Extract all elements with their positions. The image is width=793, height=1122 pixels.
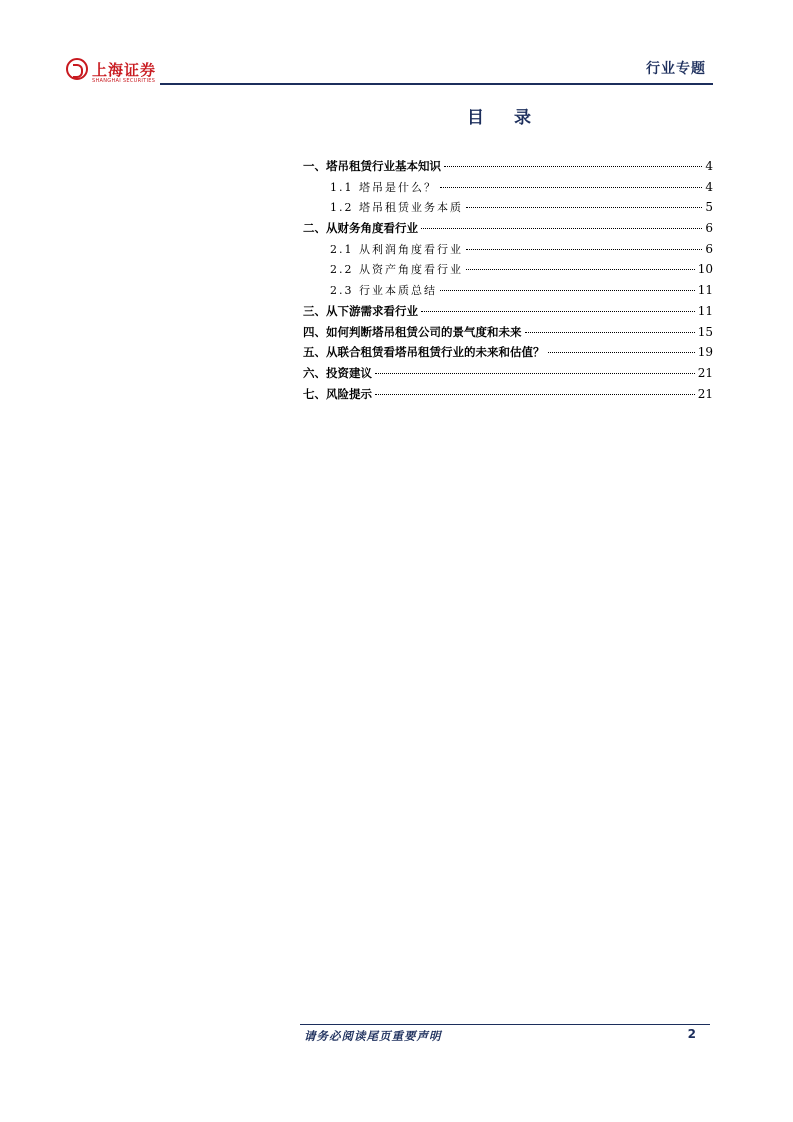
toc-entry-label: 2.2 从资产角度看行业 (330, 263, 463, 277)
toc-leader-dots (421, 228, 702, 229)
toc-entry-page: 19 (697, 345, 713, 360)
toc-entry[interactable] (303, 220, 713, 241)
toc-entry-page: 21 (697, 365, 713, 380)
toc-entry-page: 6 (705, 221, 713, 236)
toc-entry[interactable] (303, 261, 713, 282)
toc-entry-label: 六、投资建议 (303, 365, 372, 380)
toc-title: 目 录 (467, 108, 543, 128)
toc-leader-dots (466, 207, 702, 208)
toc-leader-dots (375, 373, 695, 374)
toc-entry-page: 11 (697, 303, 713, 318)
header-divider (160, 83, 713, 85)
logo-mark-icon (66, 58, 88, 80)
logo-subtext: SHANGHAI SECURITIES (92, 78, 156, 84)
toc-entry-label: 三、从下游需求看行业 (303, 303, 418, 318)
toc-leader-dots (375, 394, 695, 395)
toc-entry-label: 二、从财务角度看行业 (303, 221, 418, 236)
toc-entry[interactable] (303, 365, 713, 386)
company-logo (66, 58, 166, 88)
toc-entry-label: 一、塔吊租赁行业基本知识 (303, 159, 441, 173)
toc-entry[interactable] (303, 324, 713, 345)
toc-leader-dots (440, 187, 702, 188)
toc-entry-label: 2.3 行业本质总结 (330, 284, 437, 298)
toc-entry[interactable] (303, 282, 713, 303)
toc-entry-page: 15 (697, 324, 713, 339)
toc-entry-label: 五、从联合租赁看塔吊租赁行业的未来和估值？ (303, 345, 545, 360)
toc-entry-page: 6 (705, 241, 713, 256)
toc-entry-label: 1.2 塔吊租赁业务本质 (330, 201, 463, 215)
footer-divider (300, 1024, 710, 1025)
toc-leader-dots (444, 166, 702, 167)
toc-leader-dots (466, 249, 702, 250)
table-of-contents (303, 158, 713, 406)
toc-leader-dots (421, 311, 695, 312)
toc-entry[interactable] (303, 179, 713, 200)
toc-entry-label: 2.1 从利润角度看行业 (330, 242, 463, 256)
toc-entry[interactable] (303, 241, 713, 262)
toc-entry-page: 4 (705, 159, 713, 173)
page-number: 2 (687, 1027, 696, 1041)
toc-entry-label: 四、如何判断塔吊租赁公司的景气度和未来 (303, 324, 522, 339)
toc-leader-dots (466, 269, 695, 270)
toc-entry-page: 21 (697, 386, 713, 401)
toc-entry-page: 10 (697, 262, 713, 277)
toc-entry[interactable] (303, 158, 713, 179)
toc-leader-dots (525, 332, 695, 333)
document-type-label: 行业专题 (646, 61, 706, 77)
toc-entry[interactable] (303, 386, 713, 407)
toc-entry-page: 5 (705, 200, 713, 215)
toc-entry[interactable] (303, 303, 713, 324)
toc-leader-dots (548, 352, 695, 353)
toc-leader-dots (440, 290, 695, 291)
toc-entry-page: 11 (697, 283, 713, 298)
toc-entry[interactable] (303, 344, 713, 365)
toc-entry[interactable] (303, 199, 713, 220)
toc-entry-label: 七、风险提示 (303, 386, 372, 401)
toc-entry-page: 4 (705, 179, 713, 194)
footer-notice: 请务必阅读尾页重要声明 (304, 1029, 442, 1043)
toc-entry-label: 1.1 塔吊是什么？ (330, 180, 437, 194)
logo-text: 上海证券 (92, 61, 157, 79)
page-header (0, 0, 793, 90)
